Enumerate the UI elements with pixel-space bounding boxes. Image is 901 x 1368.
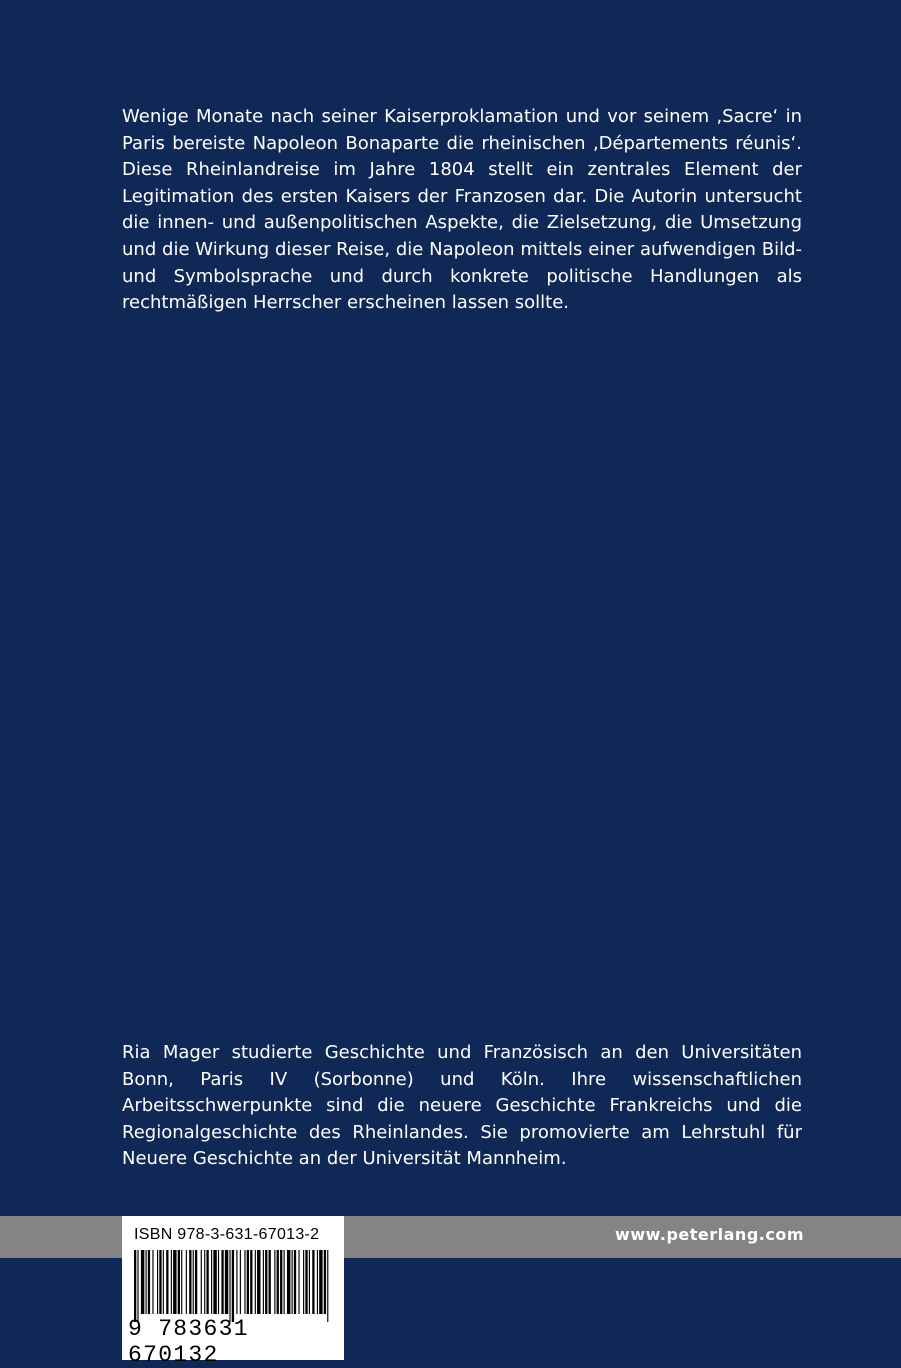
author-bio: Ria Mager studierte Geschichte und Französisch an den Universitäten Bonn, Paris IV (Sorbonne) und Köln. Ihre wissenschaftlichen Arbeitsschwerpunkte sind die neuere Geschichte Frankreichs und die Regionalgeschichte des Rheinlandes. Sie promovierte am Lehrstuhl für Neuere Geschichte an der Universität Mannheim.: [122, 1042, 802, 1170]
barcode-icon: [132, 1250, 334, 1322]
barcode-digits: 9 783631 670132: [128, 1316, 249, 1368]
isbn-label: ISBN 978-3-631-67013-2: [134, 1226, 320, 1243]
book-blurb: Wenige Monate nach seiner Kaiserproklamation und vor seinem ‚Sacre‘ in Paris bereiste Napoleon Bonaparte die rheinischen ‚Départements réunis‘. Diese Rheinlandreise im Jahre 1804 stellt ein zentrales Element der Legitimation des ersten Kaisers der Franzosen dar. Die Autorin untersucht die innen- und außenpolitischen Aspekte, die Zielsetzung, die Umsetzung und die Wirkung dieser Reise, die Napoleon mittels einer aufwendigen Bild- und Symbolsprache und durch konkrete politische Handlungen als rechtmäßigen Herrscher erscheinen lassen sollte.: [122, 106, 802, 314]
barcode-area: [122, 1216, 344, 1368]
publisher-website[interactable]: www.peterlang.com: [615, 1225, 804, 1244]
